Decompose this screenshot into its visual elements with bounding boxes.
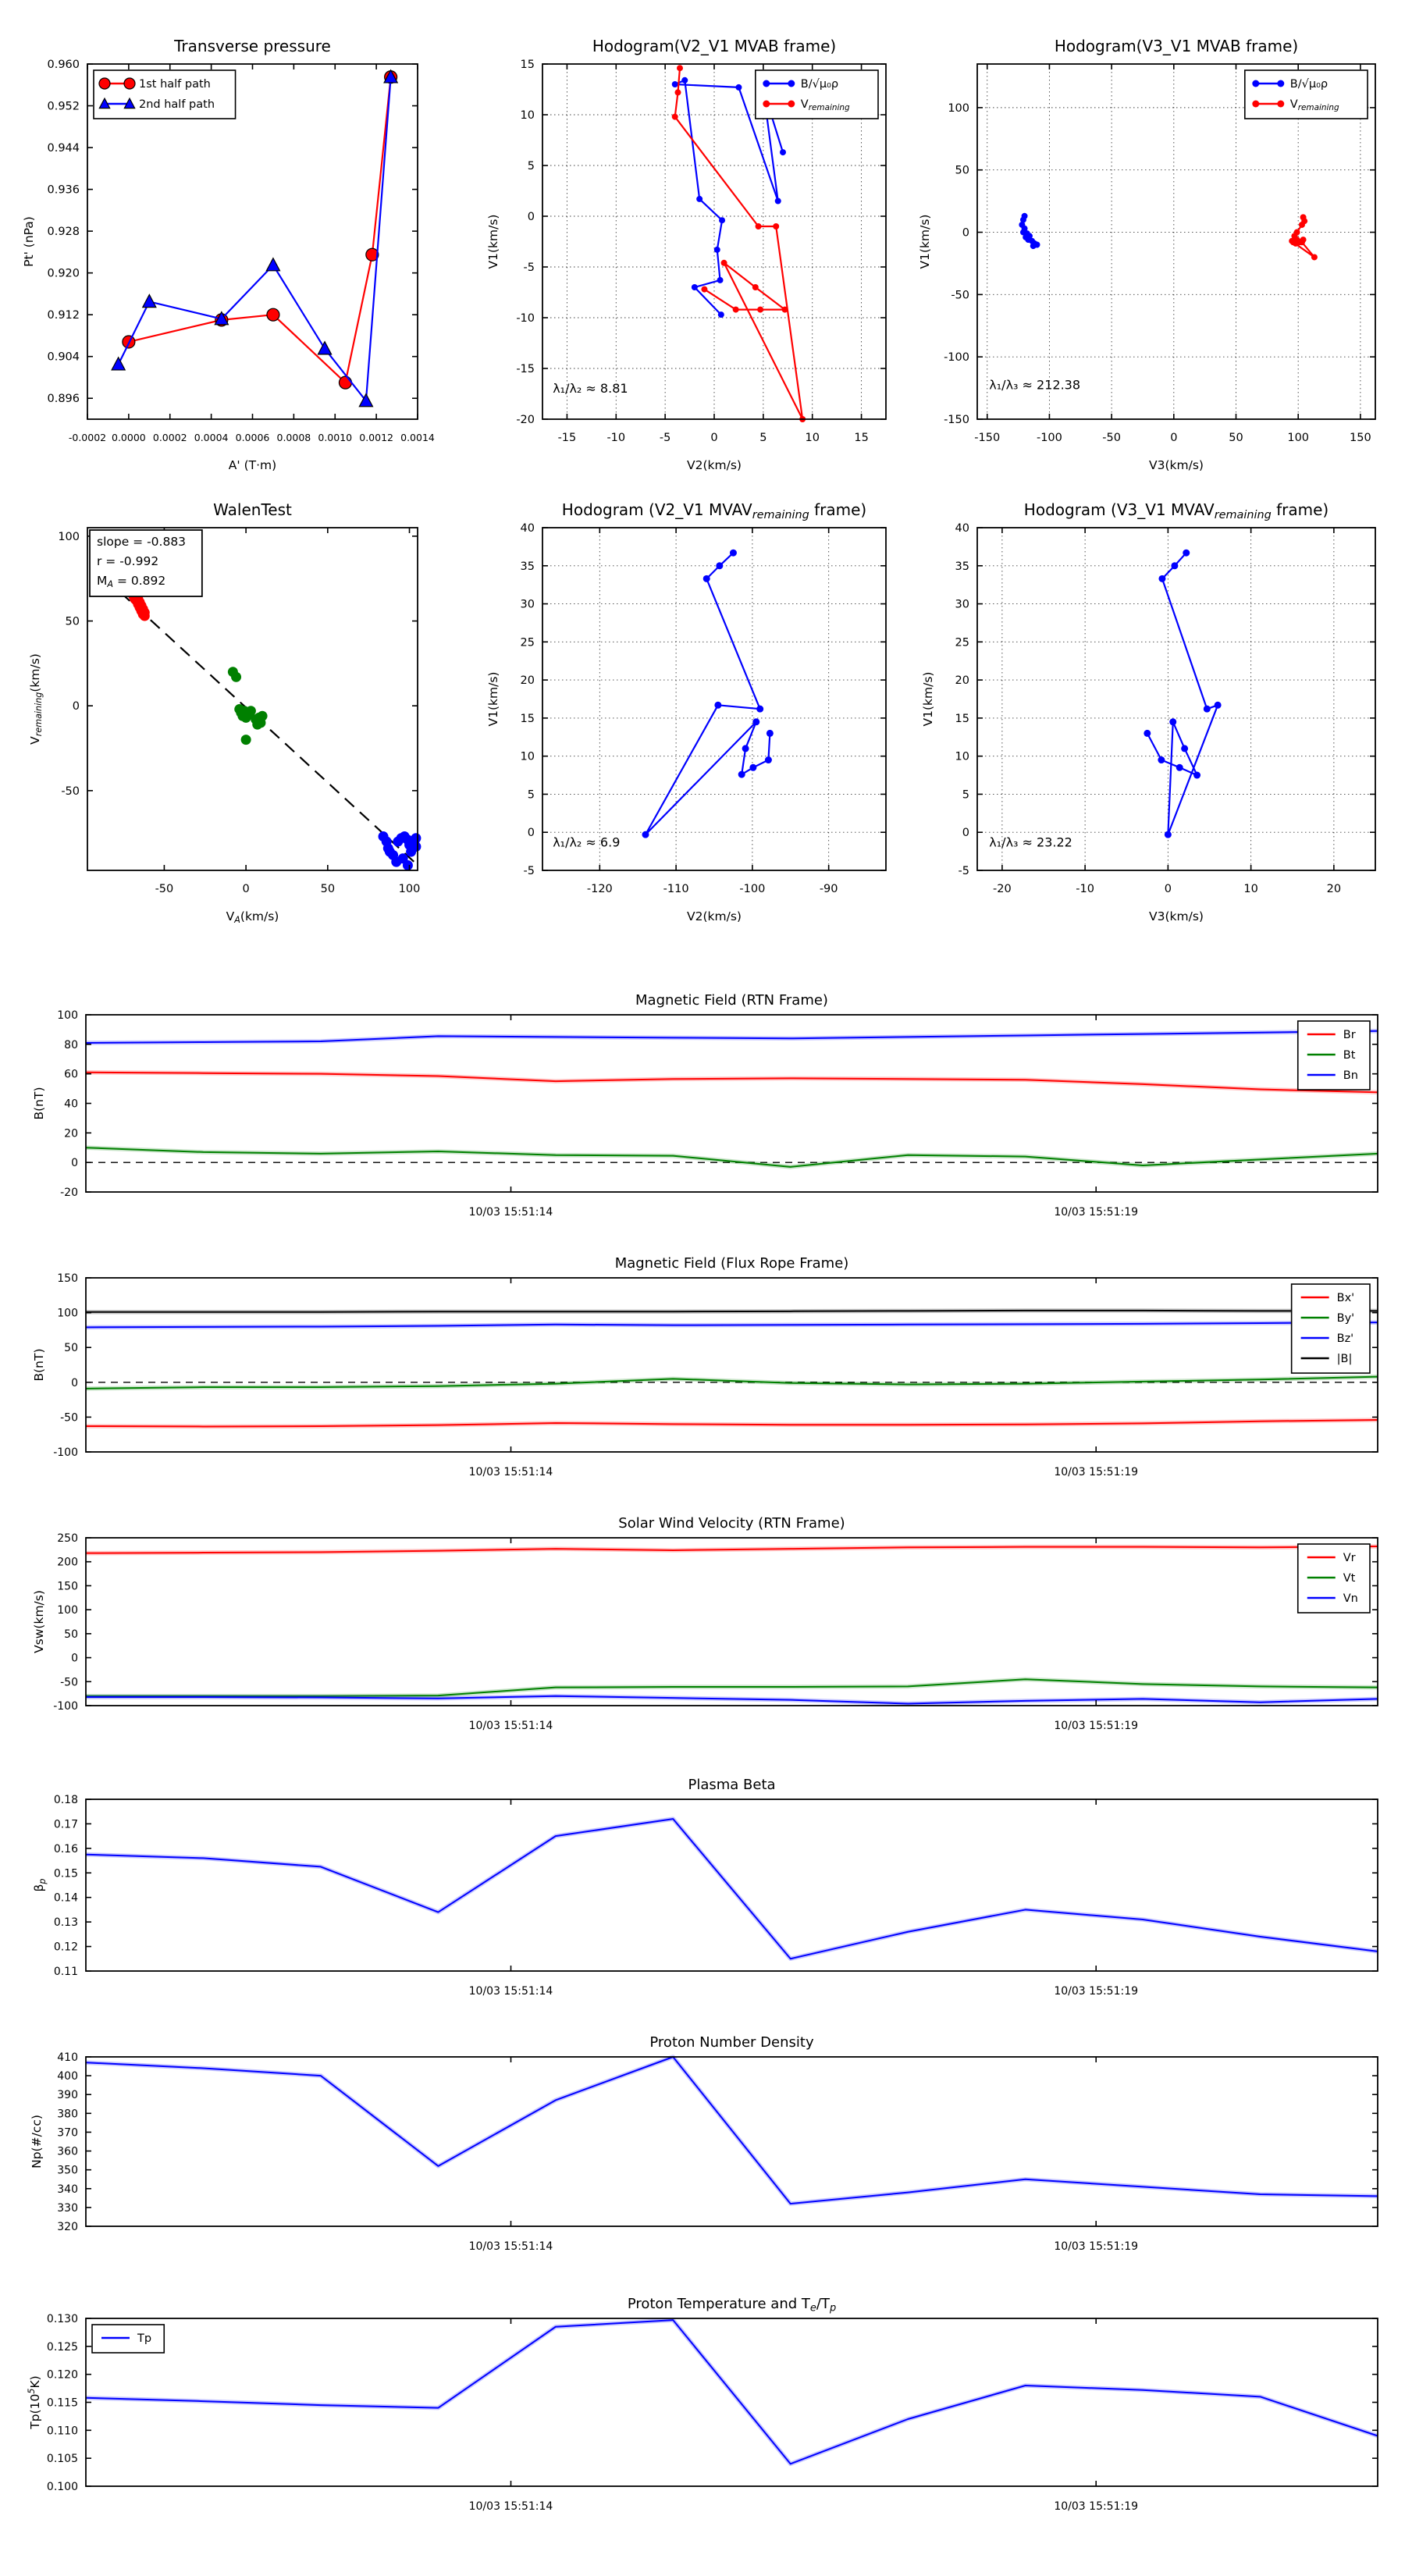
chart-title: Proton Number Density bbox=[649, 2034, 814, 2051]
x-tick-label: -5 bbox=[659, 432, 671, 444]
panel-proton-temp bbox=[27, 2296, 1378, 2513]
y-tick-label: 250 bbox=[57, 1532, 78, 1545]
y-tick-label: 0 bbox=[527, 211, 535, 223]
x-tick-label: 0 bbox=[1164, 883, 1172, 895]
y-tick-label: 10 bbox=[955, 750, 969, 763]
series-2nd half path bbox=[112, 70, 397, 407]
series-B bbox=[1019, 213, 1040, 249]
y-tick-label: 15 bbox=[520, 59, 535, 71]
chart-title: Magnetic Field (RTN Frame) bbox=[635, 992, 828, 1009]
y-tick-label: 0.904 bbox=[47, 350, 80, 364]
y-tick-label: 0 bbox=[71, 1157, 78, 1170]
y-tick-label: -15 bbox=[516, 363, 535, 375]
y-tick-label: 50 bbox=[955, 164, 969, 177]
y-tick-label: 25 bbox=[955, 636, 969, 649]
y-tick-label: -5 bbox=[523, 262, 535, 274]
y-tick-label: 0.896 bbox=[47, 393, 80, 406]
legend-label: Bn bbox=[1343, 1069, 1358, 1082]
y-tick-label: 35 bbox=[955, 560, 969, 573]
x-tick-label: -110 bbox=[663, 883, 689, 895]
y-tick-label: 0.960 bbox=[47, 59, 80, 71]
chart-title: Hodogram(V3_V1 MVAB frame) bbox=[1054, 37, 1299, 55]
x-tick-label: -100 bbox=[739, 883, 766, 895]
x-tick-label: 10/03 15:51:19 bbox=[1054, 2500, 1139, 2513]
x-tick-label: 10/03 15:51:19 bbox=[1054, 2240, 1139, 2253]
x-tick-label: -120 bbox=[586, 883, 613, 895]
y-tick-label: 0.125 bbox=[46, 2340, 78, 2354]
stats-line: r = -0.992 bbox=[97, 554, 159, 568]
annotation: λ₁/λ₂ ≈ 6.9 bbox=[553, 834, 621, 850]
y-axis-label: V1(km/s) bbox=[486, 214, 500, 269]
x-tick-label: 10/03 15:51:19 bbox=[1054, 1466, 1139, 1478]
legend-label: $V_{remaining}$ bbox=[1289, 98, 1339, 112]
legend-label: B/√μ₀ρ bbox=[1289, 78, 1329, 91]
series-Vt bbox=[86, 1679, 1378, 1696]
y-tick-label: 0.920 bbox=[47, 267, 80, 280]
y-axis-label: Np(#/cc) bbox=[30, 2115, 44, 2169]
y-tick-label: -20 bbox=[516, 414, 535, 426]
y-tick-label: 40 bbox=[520, 522, 535, 535]
y-tick-label: 5 bbox=[527, 788, 535, 802]
legend bbox=[1245, 70, 1368, 119]
y-tick-label: 0.115 bbox=[46, 2396, 78, 2410]
plot-border bbox=[86, 1799, 1378, 1971]
x-axis-label: V3(km/s) bbox=[1149, 909, 1204, 923]
gridlines bbox=[542, 528, 886, 870]
y-tick-label: 0 bbox=[527, 827, 535, 840]
y-axis-label: Pt' (nPa) bbox=[22, 216, 36, 267]
x-tick-label: -100 bbox=[1036, 432, 1062, 444]
y-tick-label: 80 bbox=[64, 1038, 78, 1051]
chart-title: Proton Temperature and $T_e/T_p$ bbox=[627, 2296, 837, 2314]
series-Vremaining bbox=[1289, 214, 1318, 260]
x-tick-label: -50 bbox=[155, 883, 174, 895]
stats-line: slope = -0.883 bbox=[97, 535, 187, 549]
y-axis-label: B(nT) bbox=[32, 1348, 46, 1382]
y-axis-label: V1(km/s) bbox=[486, 671, 500, 727]
panel-hodogram-v3v1-mvav bbox=[921, 500, 1375, 923]
x-tick-label: 10/03 15:51:19 bbox=[1054, 1985, 1139, 1998]
y-tick-label: 330 bbox=[57, 2201, 78, 2215]
y-tick-label: 0 bbox=[962, 827, 969, 840]
x-axis-label: $V_A(km/s)$ bbox=[226, 909, 279, 926]
x-tick-label: -90 bbox=[819, 883, 838, 895]
y-tick-label: 0.16 bbox=[53, 1842, 78, 1856]
y-tick-label: -100 bbox=[53, 1700, 78, 1713]
x-tick-label: 0.0014 bbox=[400, 432, 435, 443]
y-tick-label: -5 bbox=[523, 865, 535, 877]
x-tick-label: -150 bbox=[974, 432, 1001, 444]
y-tick-label: 40 bbox=[955, 522, 969, 535]
y-axis-label: V1(km/s) bbox=[918, 214, 932, 269]
plot-border bbox=[86, 1538, 1378, 1706]
y-axis-label: Vsw(km/s) bbox=[32, 1590, 46, 1653]
y-tick-label: 150 bbox=[57, 1580, 78, 1593]
x-tick-label: 5 bbox=[759, 432, 767, 444]
plot-border bbox=[86, 2057, 1378, 2226]
y-tick-label: 20 bbox=[955, 674, 969, 688]
panel-walen-test bbox=[28, 500, 421, 925]
y-tick-label: 0.130 bbox=[46, 2313, 78, 2325]
chart-title: Transverse pressure bbox=[174, 37, 331, 55]
y-tick-label: 0 bbox=[962, 226, 969, 240]
legend-label: Bx' bbox=[1336, 1292, 1355, 1304]
panel-hodogram-v2v1-mvav bbox=[486, 500, 886, 923]
y-tick-label: 360 bbox=[57, 2145, 78, 2158]
y-tick-label: 30 bbox=[520, 598, 535, 611]
x-tick-label: 20 bbox=[1326, 883, 1342, 895]
y-tick-label: 10 bbox=[520, 750, 535, 763]
x-tick-label: 10/03 15:51:14 bbox=[468, 1466, 553, 1478]
y-tick-label: 50 bbox=[64, 1628, 78, 1641]
y-tick-label: -5 bbox=[958, 865, 969, 877]
y-tick-label: 15 bbox=[955, 712, 969, 725]
panel-b-fluxrope bbox=[32, 1255, 1378, 1478]
x-axis-label: V2(km/s) bbox=[687, 909, 742, 923]
y-tick-label: 25 bbox=[520, 636, 535, 649]
x-tick-label: -50 bbox=[1102, 432, 1121, 444]
y-axis-label: $Tp(10^5K)$ bbox=[27, 2375, 42, 2429]
y-tick-label: 340 bbox=[57, 2183, 78, 2196]
y-tick-label: 100 bbox=[57, 1307, 78, 1320]
y-tick-label: 10 bbox=[520, 109, 535, 122]
legend-label: 1st half path bbox=[139, 78, 211, 91]
panel-hodogram-v2v1-mvab bbox=[486, 37, 886, 472]
chart-title: Plasma Beta bbox=[688, 1777, 776, 1793]
y-tick-label: -50 bbox=[951, 289, 969, 302]
series-Bx' bbox=[86, 1420, 1378, 1426]
x-tick-label: 100 bbox=[1287, 432, 1310, 444]
annotation: λ₁/λ₃ ≈ 23.22 bbox=[989, 834, 1072, 850]
series-cluster-blue bbox=[379, 831, 422, 870]
x-tick-label: 0 bbox=[710, 432, 718, 444]
x-tick-label: 0.0000 bbox=[112, 432, 146, 443]
y-tick-label: 60 bbox=[64, 1068, 78, 1081]
legend-label: By' bbox=[1336, 1312, 1355, 1325]
y-axis-label: $V_{remaining}(km/s)$ bbox=[28, 653, 44, 745]
series-Tp bbox=[86, 2320, 1378, 2464]
chart-title: Magnetic Field (Flux Rope Frame) bbox=[614, 1255, 849, 1272]
x-tick-label: -0.0002 bbox=[68, 432, 107, 443]
x-tick-label: 0.0008 bbox=[276, 432, 311, 443]
y-tick-label: 15 bbox=[520, 712, 535, 725]
y-tick-label: -50 bbox=[60, 1411, 78, 1425]
series-beta_p bbox=[86, 1819, 1378, 1959]
series-Bz' bbox=[86, 1322, 1378, 1327]
legend-label: Br bbox=[1343, 1029, 1356, 1041]
series-|B| bbox=[86, 1311, 1378, 1312]
y-axis-label: V1(km/s) bbox=[921, 671, 935, 727]
x-tick-label: 0 bbox=[242, 883, 250, 895]
x-tick-label: 10/03 15:51:14 bbox=[468, 1985, 553, 1998]
y-axis-label: $\beta_p$ bbox=[32, 1878, 48, 1892]
axes-ticks bbox=[47, 2313, 1378, 2513]
x-tick-label: 10/03 15:51:19 bbox=[1054, 1720, 1139, 1732]
y-tick-label: -100 bbox=[944, 351, 969, 365]
chart-title: Hodogram (V3_V1 $MVAV_{remaining}$ frame) bbox=[1023, 500, 1329, 521]
y-tick-label: 0.17 bbox=[53, 1818, 78, 1831]
y-tick-label: 0.105 bbox=[46, 2453, 78, 2466]
stats-box bbox=[90, 530, 202, 596]
legend-label: Vr bbox=[1343, 1552, 1356, 1564]
x-tick-label: 0.0002 bbox=[152, 432, 187, 443]
x-tick-label: -20 bbox=[993, 883, 1012, 895]
y-tick-label: 0.936 bbox=[47, 183, 80, 197]
gridlines bbox=[977, 528, 1375, 870]
chart-title: Hodogram (V2_V1 $MVAV_{remaining}$ frame) bbox=[561, 500, 867, 521]
x-axis-label: V2(km/s) bbox=[687, 458, 742, 472]
y-tick-label: -50 bbox=[61, 785, 80, 798]
y-tick-label: 100 bbox=[58, 530, 80, 543]
legend bbox=[756, 70, 878, 119]
legend bbox=[1298, 1021, 1370, 1090]
series-cluster-green bbox=[228, 667, 268, 745]
y-tick-label: -150 bbox=[944, 414, 969, 426]
y-tick-label: 0.12 bbox=[53, 1941, 78, 1954]
x-tick-label: 0.0006 bbox=[235, 432, 270, 443]
series-Bt bbox=[86, 1147, 1378, 1167]
series-V bbox=[1144, 550, 1221, 838]
y-tick-label: 20 bbox=[520, 674, 535, 688]
y-tick-label: 0.15 bbox=[53, 1867, 78, 1880]
y-tick-label: 5 bbox=[527, 160, 535, 173]
series-Bn bbox=[86, 1031, 1378, 1043]
x-tick-label: 0.0012 bbox=[359, 432, 393, 443]
plot-border bbox=[977, 528, 1375, 870]
panel-plasma-beta bbox=[32, 1777, 1378, 1998]
series-Br bbox=[86, 1073, 1378, 1093]
y-tick-label: 100 bbox=[57, 1009, 78, 1022]
y-tick-label: 0.952 bbox=[47, 100, 80, 113]
axes-ticks bbox=[53, 1532, 1378, 1732]
x-tick-label: 10/03 15:51:19 bbox=[1054, 1206, 1139, 1219]
legend-label: Tp bbox=[137, 2332, 152, 2345]
y-tick-label: 35 bbox=[520, 560, 535, 573]
plot-border bbox=[542, 528, 886, 870]
y-tick-label: 20 bbox=[64, 1127, 78, 1140]
legend-label: |B| bbox=[1336, 1353, 1353, 1365]
y-tick-label: 380 bbox=[57, 2108, 78, 2121]
y-tick-label: 30 bbox=[955, 598, 969, 611]
legend bbox=[94, 70, 236, 119]
x-tick-label: 10/03 15:51:14 bbox=[468, 2500, 553, 2513]
x-tick-label: -10 bbox=[606, 432, 626, 444]
series-Vn bbox=[86, 1696, 1378, 1704]
y-tick-label: 350 bbox=[57, 2164, 78, 2177]
panel-vsw-rtn bbox=[32, 1515, 1378, 1732]
series-Np bbox=[86, 2057, 1378, 2204]
x-tick-label: 10 bbox=[1243, 883, 1258, 895]
x-tick-label: 10/03 15:51:14 bbox=[468, 1206, 553, 1219]
panel-transverse-pressure bbox=[22, 37, 435, 472]
y-tick-label: -50 bbox=[60, 1676, 78, 1689]
y-tick-label: 0 bbox=[72, 700, 80, 713]
y-tick-label: 0 bbox=[71, 1376, 78, 1389]
x-tick-label: 50 bbox=[320, 883, 336, 895]
x-tick-label: -10 bbox=[1076, 883, 1094, 895]
y-tick-label: 410 bbox=[57, 2051, 78, 2064]
y-tick-label: 390 bbox=[57, 2089, 78, 2102]
legend-label: Vn bbox=[1343, 1592, 1358, 1605]
y-tick-label: 50 bbox=[65, 615, 80, 628]
x-tick-label: 10/03 15:51:14 bbox=[468, 1720, 553, 1732]
legend bbox=[1298, 1544, 1370, 1613]
y-tick-label: 100 bbox=[57, 1604, 78, 1617]
chart-title: Solar Wind Velocity (RTN Frame) bbox=[618, 1515, 845, 1532]
y-tick-label: 100 bbox=[948, 101, 969, 115]
y-tick-label: 0.912 bbox=[47, 309, 80, 322]
x-tick-label: -15 bbox=[557, 432, 577, 444]
legend-label: 2nd half path bbox=[139, 98, 215, 111]
y-tick-label: 200 bbox=[57, 1556, 78, 1569]
annotation: λ₁/λ₃ ≈ 212.38 bbox=[989, 377, 1081, 393]
chart-title: WalenTest bbox=[213, 500, 292, 519]
y-tick-label: 320 bbox=[57, 2221, 78, 2233]
y-tick-label: 0.928 bbox=[47, 226, 80, 239]
y-tick-label: 0.100 bbox=[46, 2481, 78, 2493]
x-tick-label: 0.0004 bbox=[194, 432, 229, 443]
stats-line: $M_A = 0.892$ bbox=[97, 574, 166, 590]
y-tick-label: 0.11 bbox=[53, 1966, 78, 1978]
y-tick-label: -100 bbox=[53, 1446, 78, 1459]
series-V bbox=[642, 550, 774, 838]
x-tick-label: 10 bbox=[805, 432, 820, 444]
y-tick-label: 50 bbox=[64, 1342, 78, 1355]
legend-label: B/√μ₀ρ bbox=[800, 78, 839, 91]
y-tick-label: 150 bbox=[57, 1272, 78, 1285]
axes-ticks bbox=[54, 1794, 1378, 1998]
y-tick-label: 0 bbox=[71, 1652, 78, 1665]
y-tick-label: 0.13 bbox=[53, 1916, 78, 1930]
x-axis-label: A' (T·m) bbox=[228, 458, 277, 472]
axes-ticks bbox=[53, 1272, 1378, 1478]
y-tick-label: -20 bbox=[60, 1187, 78, 1199]
legend bbox=[1292, 1284, 1370, 1373]
y-tick-label: 0.18 bbox=[53, 1794, 78, 1806]
y-tick-label: 370 bbox=[57, 2126, 78, 2140]
y-tick-label: -10 bbox=[516, 312, 535, 325]
chart-title: Hodogram(V2_V1 MVAB frame) bbox=[592, 37, 837, 55]
y-tick-label: 0.120 bbox=[46, 2368, 78, 2382]
y-tick-label: 400 bbox=[57, 2070, 78, 2083]
x-tick-label: 10/03 15:51:14 bbox=[468, 2240, 553, 2253]
x-tick-label: 0.0010 bbox=[318, 432, 353, 443]
legend-label: Bz' bbox=[1336, 1332, 1354, 1345]
legend-label: Bt bbox=[1343, 1049, 1356, 1062]
x-axis-label: V3(km/s) bbox=[1149, 458, 1204, 472]
legend-label: Vt bbox=[1343, 1572, 1356, 1585]
y-tick-label: 0.110 bbox=[46, 2425, 78, 2438]
annotation: λ₁/λ₂ ≈ 8.81 bbox=[553, 380, 628, 396]
legend bbox=[92, 2325, 164, 2353]
axes-ticks bbox=[57, 2051, 1378, 2253]
y-tick-label: 0.944 bbox=[47, 142, 80, 155]
y-tick-label: 40 bbox=[64, 1098, 78, 1111]
x-tick-label: 150 bbox=[1350, 432, 1371, 444]
panel-b-rtn bbox=[32, 992, 1378, 1219]
y-tick-label: 0.14 bbox=[53, 1891, 78, 1905]
x-tick-label: 0 bbox=[1170, 432, 1178, 444]
panel-proton-density bbox=[30, 2034, 1378, 2253]
y-axis-label: B(nT) bbox=[32, 1087, 46, 1120]
x-tick-label: 50 bbox=[1229, 432, 1243, 444]
x-tick-label: 100 bbox=[398, 883, 421, 895]
legend-label: $V_{remaining}$ bbox=[800, 98, 850, 112]
y-tick-label: 5 bbox=[962, 788, 969, 802]
series-Vr bbox=[86, 1546, 1378, 1553]
panel-hodogram-v3v1-mvab bbox=[918, 37, 1375, 472]
x-tick-label: 15 bbox=[854, 432, 869, 444]
